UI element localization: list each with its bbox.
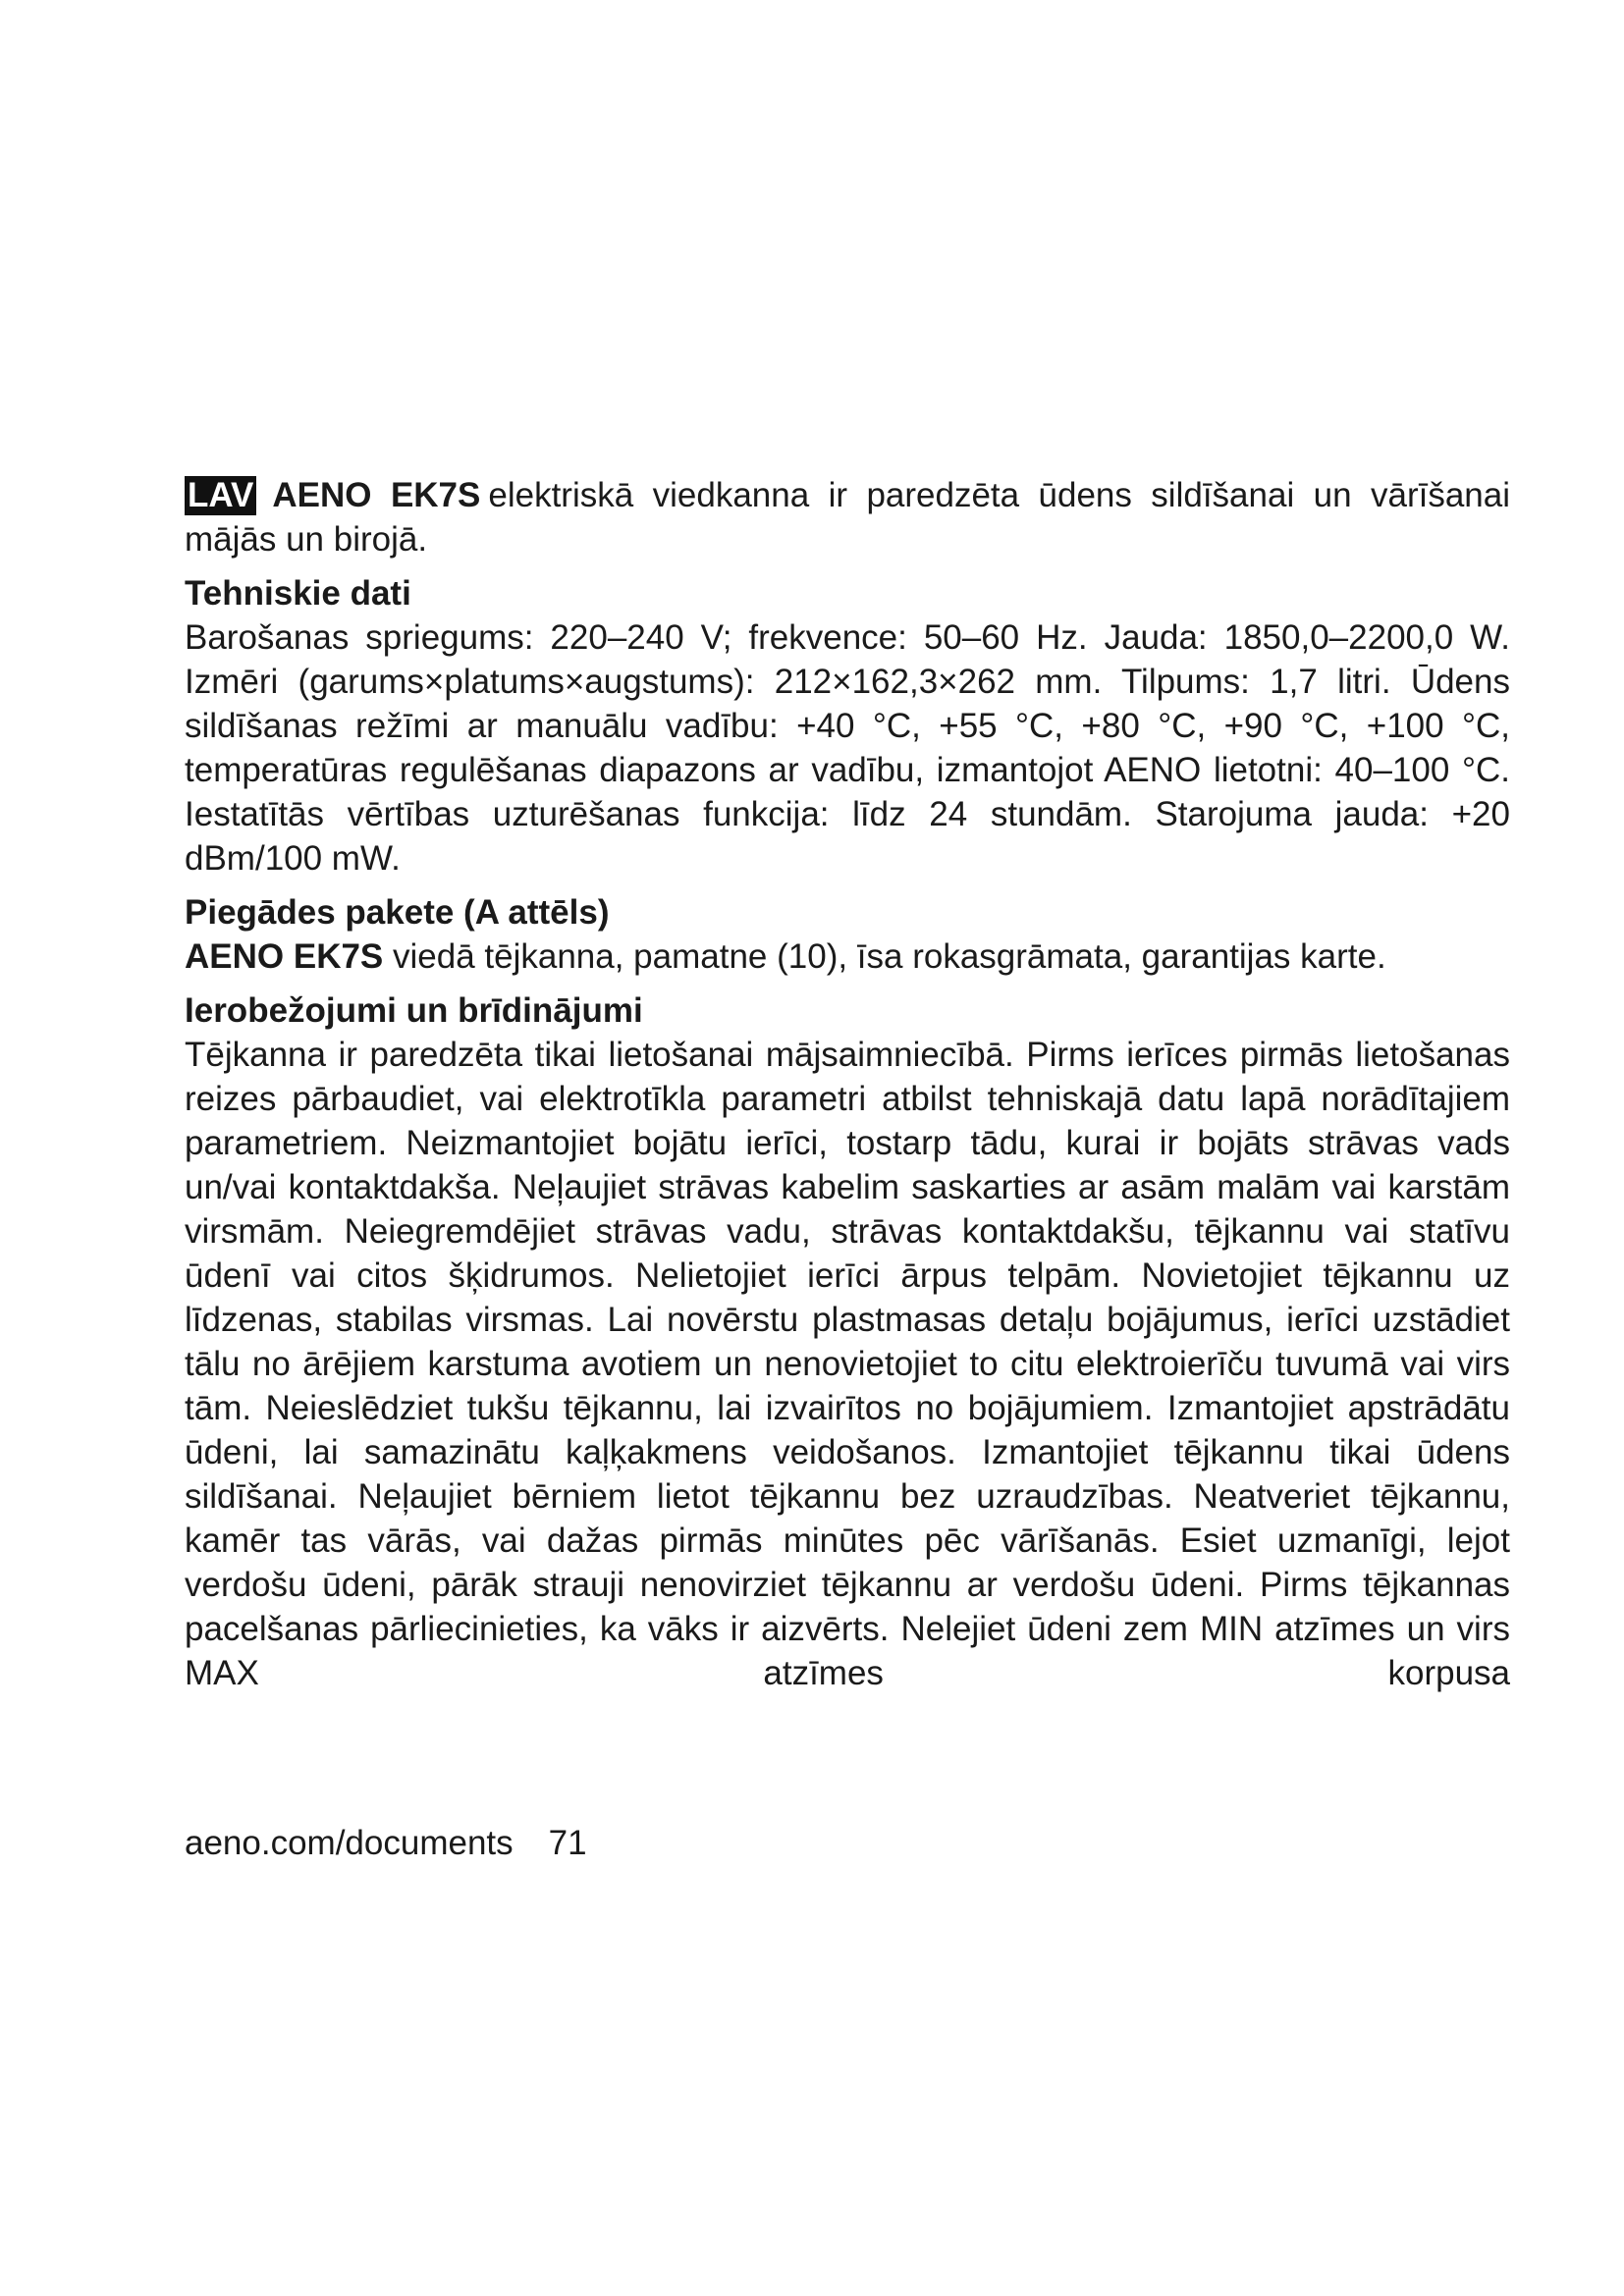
- package-model-name: AENO EK7S: [185, 937, 384, 976]
- intro-text: elektriskā viedkanna ir paredzēta ūdens sildīšanai un vārīšanai mājās un birojā.: [185, 476, 1510, 559]
- section-heading-technical-data: Tehniskie dati: [185, 574, 411, 613]
- section-heading-package-contents: Piegādes pakete (A attēls): [185, 893, 610, 932]
- intro-model-name: AENO EK7S: [272, 476, 481, 514]
- page-footer: [185, 1821, 587, 1865]
- page-number: 71: [548, 1824, 587, 1862]
- package-contents-text: viedā tējkanna, pamatne (10), īsa rokasgrāmata, garantijas karte.: [393, 937, 1386, 976]
- footer-url: aeno.com/documents: [185, 1824, 514, 1862]
- section-heading-restrictions-warnings: Ierobežojumi un brīdinājumi: [185, 991, 643, 1030]
- restrictions-warnings-text: Tējkanna ir paredzēta tikai lietošanai mājsaimniecībā. Pirms ierīces pirmās lietošanas reizes pārbaudiet, vai elektrotīkla parametri atbilst tehniskajā datu lapā norādītajiem parametriem. Neizmantojiet bojātu ierīci, tostarp tādu, kurai ir bojāts strāvas vads un/vai kontaktdakša. Neļaujiet strāvas kabelim saskarties ar asām malām vai karstām virsmām. Neiegremdējiet strāvas vadu, strāvas kontaktdakšu, tējkannu vai statīvu ūdenī vai citos šķidrumos. Nelietojiet ierīci ārpus telpām. Novietojiet tējkannu uz līdzenas, stabilas virsmas. Lai novērstu plastmasas detaļu bojājumus, ierīci uzstādiet tālu no ārējiem karstuma avotiem un nenovietojiet to citu elektroierīču tuvumā vai virs tām. Neieslēdziet tukšu tējkannu, lai izvairītos no bojājumiem. Izmantojiet apstrādātu ūdeni, lai samazinātu kaļķakmens veidošanos. Izmantojiet tējkannu tikai ūdens sildīšanai. Neļaujiet bērniem lietot tējkannu bez uzraudzības. Neatveriet tējkannu, kamēr tas vārās, vai dažas pirmās minūtes pēc vārīšanās. Esiet uzmanīgi, lejot verdošu ūdeni, pārāk strauji nenovirziet tējkannu ar verdošu ūdeni. Pirms tējkannas pacelšanas pārliecinieties, ka vāks ir aizvērts. Nelejiet ūdeni zem MIN atzīmes un virs MAX atzīmes korpusa: [185, 1036, 1510, 1692]
- intro-paragraph: [185, 473, 1510, 561]
- package-contents-paragraph: [185, 934, 1510, 979]
- page-content: [185, 473, 1510, 1695]
- technical-data-text: Barošanas spriegums: 220–240 V; frekvence: 50–60 Hz. Jauda: 1850,0–2200,0 W. Izmēri (garums×platums×augstums): 212×162,3×262 mm. Tilpums: 1,7 litri. Ūdens sildīšanas režīmi ar manuālu vadību: +40 °C, +55 °C, +80 °C, +90 °C, +100 °C, temperatūras regulēšanas diapazons ar vadību, izmantojot AENO lietotni: 40–100 °C. Iestatītās vērtības uzturēšanas funkcija: līdz 24 stundām. Starojuma jauda: +20 dBm/100 mW.: [185, 618, 1510, 878]
- language-badge: LAV: [185, 476, 256, 515]
